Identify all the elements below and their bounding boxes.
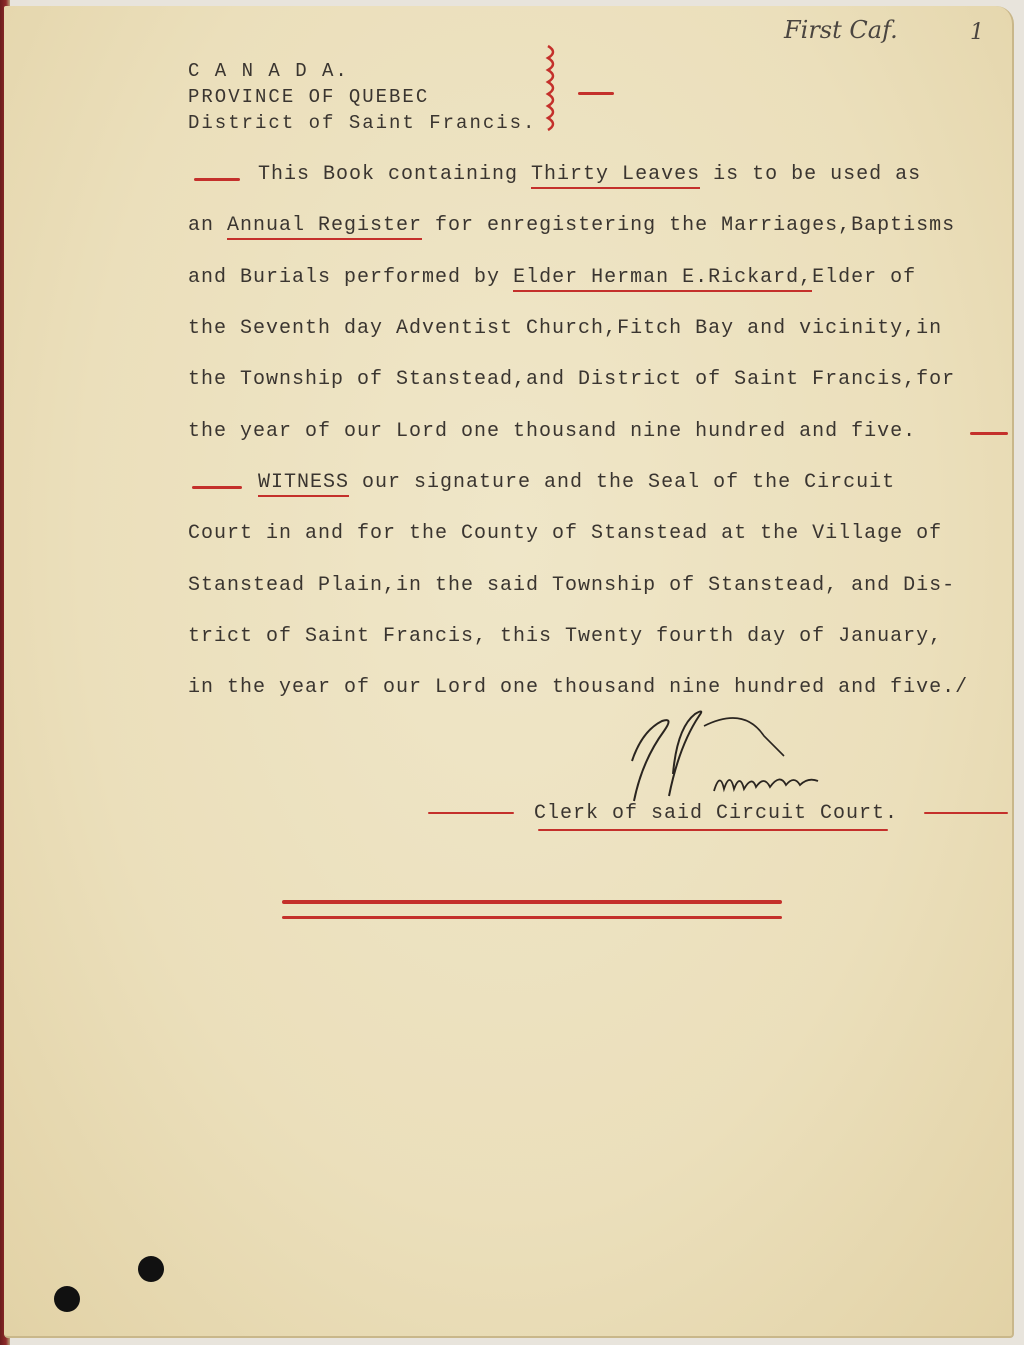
signature-strokes <box>614 706 864 816</box>
signature-dash-left <box>428 812 514 814</box>
signature-underline <box>538 829 888 831</box>
body-line-9: Stanstead Plain,in the said Township of Stanstead, and Dis- <box>188 574 956 597</box>
header-district: District of Saint Francis. <box>188 112 537 134</box>
register-type: Annual Register <box>227 214 422 240</box>
line3-text-b: Elder of <box>812 266 917 289</box>
body-line-11: in the year of our Lord one thousand nine hundred and five./ <box>188 676 969 699</box>
clerk-title: Clerk of said Circuit Court. <box>534 802 899 825</box>
officiant-name: Elder Herman E.Rickard, <box>513 266 812 292</box>
line2-text-a: an <box>188 214 228 237</box>
body-line-7 <box>258 471 895 494</box>
binding-hole-1 <box>138 1256 164 1282</box>
body-line-5: the Township of Stanstead,and District of Saint Francis,for <box>188 368 956 391</box>
paragraph-dash-1 <box>194 178 240 181</box>
line6-end-dash <box>970 432 1008 435</box>
body-line-2 <box>188 214 955 237</box>
body-line-1 <box>258 163 921 186</box>
header-province: PROVINCE OF QUEBEC <box>188 86 430 108</box>
closing-rule-1 <box>282 900 782 904</box>
jurisdiction-header <box>188 58 536 136</box>
line1-text-a: This Book containing <box>258 163 532 186</box>
header-dash <box>578 92 614 95</box>
line2-text-b: for enregistering the Marriages,Baptisms <box>422 214 956 237</box>
header-brace <box>540 44 570 144</box>
body-line-10: trict of Saint Francis, this Twenty fourth day of January, <box>188 625 943 648</box>
body-line-6: the year of our Lord one thousand nine hundred and five. <box>188 420 917 443</box>
line1-text-b: is to be used as <box>700 163 922 186</box>
line3-text-a: and Burials performed by <box>188 266 514 289</box>
leaf-count: Thirty Leaves <box>531 163 700 189</box>
register-page <box>4 6 1014 1338</box>
signature-dash-right <box>924 812 1008 814</box>
witness-word: WITNESS <box>258 471 349 497</box>
body-line-4: the Seventh day Adventist Church,Fitch Bay and vicinity,in <box>188 317 943 340</box>
body-line-3 <box>188 266 916 289</box>
corner-note: First Caf. <box>784 16 898 44</box>
header-country: C A N A D A. <box>188 60 349 82</box>
body-line-8: Court in and for the County of Stanstead at the Village of <box>188 522 943 545</box>
line7-text: our signature and the Seal of the Circuit <box>349 471 896 494</box>
page-number: 1 <box>970 20 984 45</box>
closing-rule-2 <box>282 916 782 919</box>
binding-hole-2 <box>54 1286 80 1312</box>
paragraph-dash-2 <box>192 486 242 489</box>
